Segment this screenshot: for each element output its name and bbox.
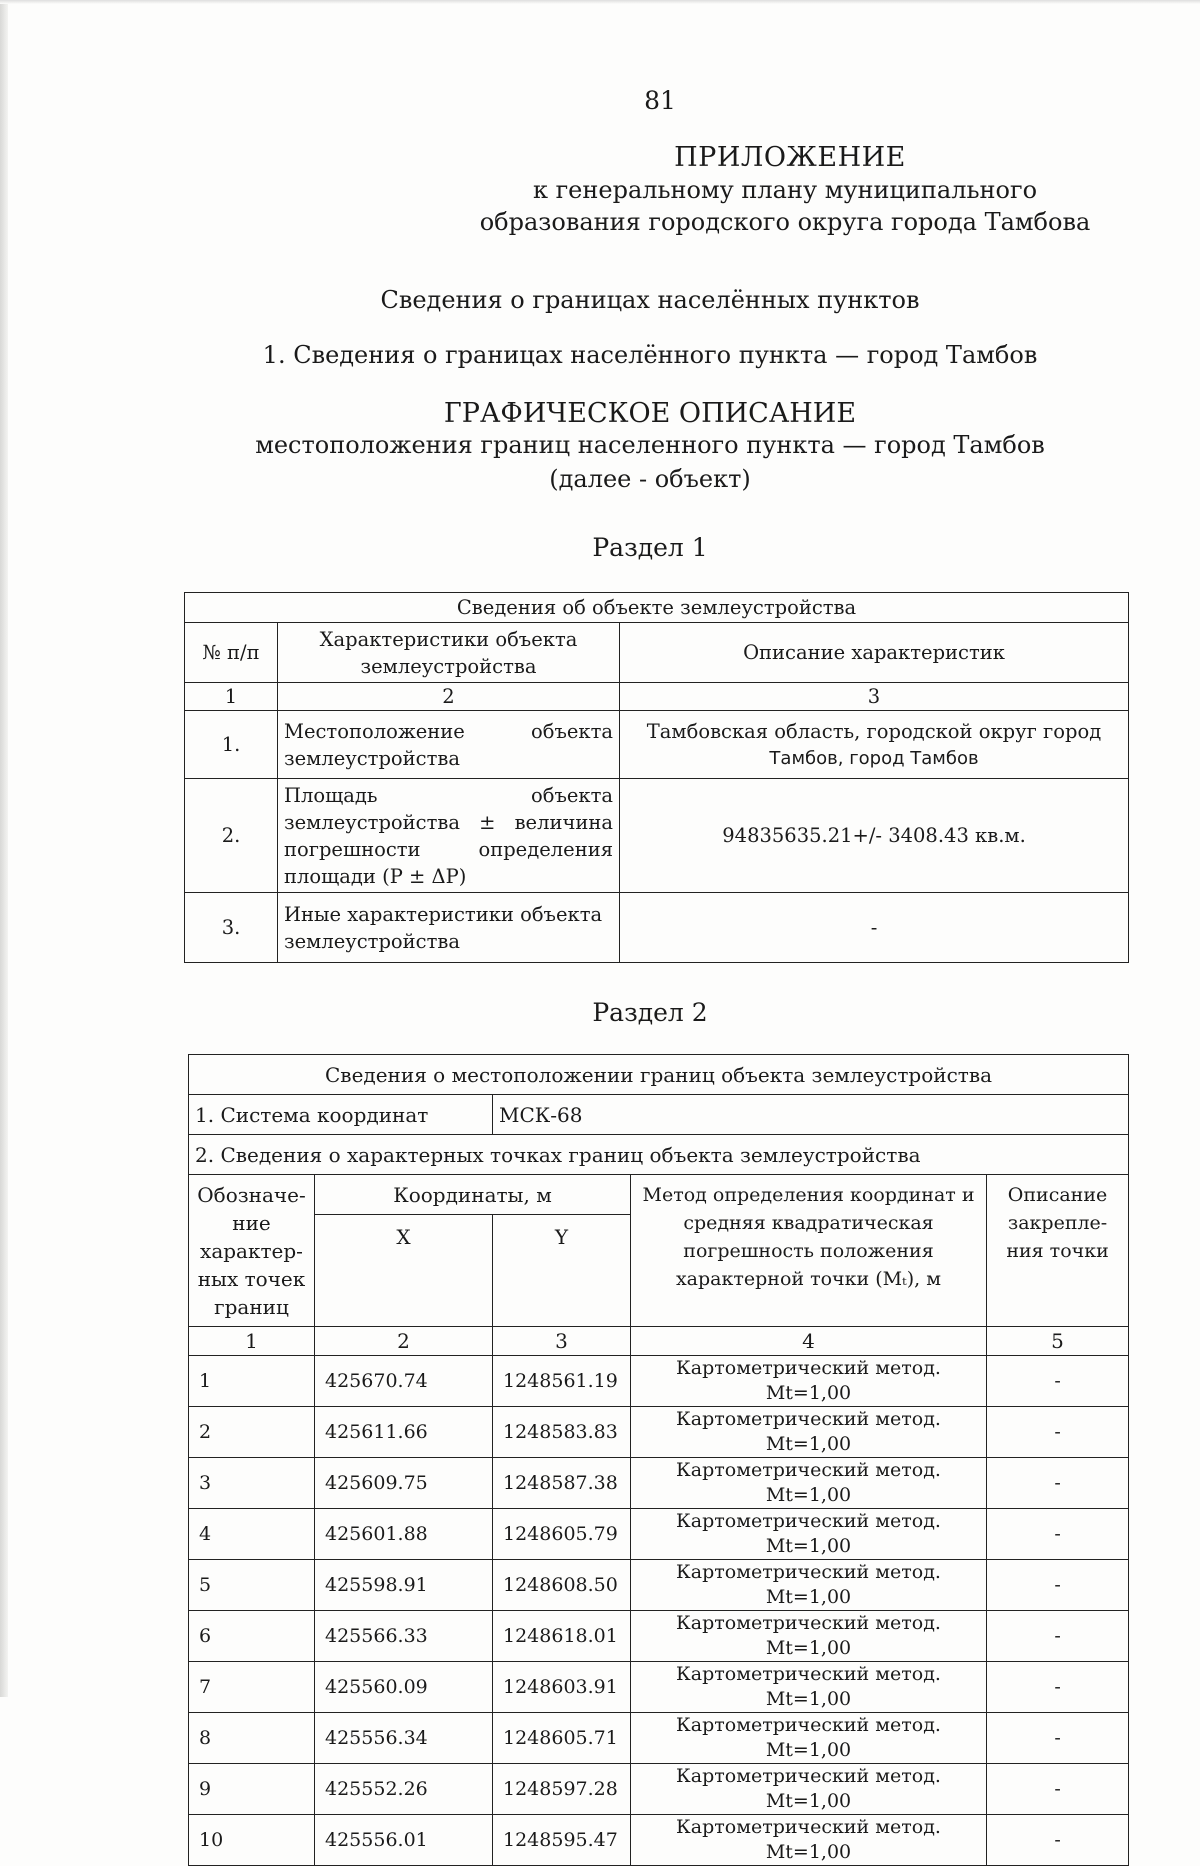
fixation-cell: - [987, 1662, 1129, 1713]
fixation-cell: - [987, 1815, 1129, 1866]
description-line: Тамбов, город Тамбов [769, 747, 979, 769]
fixation-cell: - [987, 1764, 1129, 1815]
row-description: - [620, 893, 1129, 963]
table2-index-cell: 3 [493, 1327, 631, 1356]
x-coordinate-cell: 425598.91 [315, 1560, 493, 1611]
header-line: границ [214, 1295, 289, 1319]
characteristic-line: Площадь объекта [284, 783, 613, 807]
x-coordinate-cell: 425556.34 [315, 1713, 493, 1764]
table1-header-num: № п/п [185, 623, 278, 683]
x-coordinate-cell: 425611.66 [315, 1407, 493, 1458]
crs-value: МСК-68 [493, 1095, 1129, 1135]
characteristic-line: Иные характеристики объекта [284, 902, 603, 926]
appendix-subtitle-line2: образования городского округа города Тамбова [479, 208, 1091, 236]
table-row [185, 779, 1129, 893]
row-number: 3. [185, 893, 278, 963]
fixation-cell: - [987, 1611, 1129, 1662]
description-line: Тамбовская область, городской округ город [646, 719, 1102, 743]
table-row [185, 711, 1129, 779]
table-row [189, 1509, 1129, 1560]
x-coordinate-cell: 425601.88 [315, 1509, 493, 1560]
point-id-cell: 10 [189, 1815, 315, 1866]
heading-object-note: (далее - объект) [549, 465, 751, 493]
y-coordinate-cell: 1248605.71 [493, 1713, 631, 1764]
point-id-cell: 4 [189, 1509, 315, 1560]
row-description [620, 711, 1129, 779]
table-row [189, 1815, 1129, 1866]
header-line: ние [232, 1211, 271, 1235]
table-row [189, 1356, 1129, 1407]
header-line: средняя квадратическая [683, 1212, 934, 1234]
object-info-table [184, 592, 1129, 963]
method-cell: Картометрический метод. Mt=1,00 [631, 1458, 987, 1509]
heading-section1: 1. Сведения о границах населённого пункта — город Тамбов [262, 341, 1038, 369]
point-id-cell: 6 [189, 1611, 315, 1662]
points-body [189, 1356, 1129, 1866]
table-row [189, 1458, 1129, 1509]
table2-index-cell: 5 [987, 1327, 1129, 1356]
y-coordinate-cell: 1248618.01 [493, 1611, 631, 1662]
characteristic-line: землеустройства [284, 746, 460, 770]
table2-index-cell: 1 [189, 1327, 315, 1356]
table-row [189, 1407, 1129, 1458]
table-row [189, 1662, 1129, 1713]
points-title: 2. Сведения о характерных точках границ объекта землеустройства [189, 1135, 1129, 1175]
x-coordinate-cell: 425609.75 [315, 1458, 493, 1509]
fixation-cell: - [987, 1356, 1129, 1407]
row-characteristic [278, 893, 620, 963]
header-line: закрепле- [1007, 1212, 1108, 1234]
header-line: Обозначе- [197, 1183, 306, 1207]
method-cell: Картометрический метод. Mt=1,00 [631, 1356, 987, 1407]
row-number: 1. [185, 711, 278, 779]
header-line: погрешность положения [683, 1240, 934, 1262]
heading-razdel-2: Раздел 2 [592, 998, 708, 1027]
heading-location: местоположения границ населенного пункта — город Тамбов [255, 431, 1045, 459]
point-id-cell: 2 [189, 1407, 315, 1458]
x-coordinate-cell: 425552.26 [315, 1764, 493, 1815]
table-row [185, 893, 1129, 963]
table2-title: Сведения о местоположении границ объекта землеустройства [189, 1055, 1129, 1095]
heading-boundaries: Сведения о границах населённых пунктов [380, 286, 920, 314]
y-coordinate-cell: 1248597.28 [493, 1764, 631, 1815]
header-line: характер- [200, 1239, 303, 1263]
header-line: ния точки [1006, 1240, 1109, 1262]
header-line: Описание [1007, 1184, 1108, 1206]
crs-label: 1. Система координат [189, 1095, 493, 1135]
table-row [189, 1713, 1129, 1764]
fixation-cell: - [987, 1458, 1129, 1509]
characteristic-line: землеустройства [284, 929, 460, 953]
heading-graphic-description: ГРАФИЧЕСКОЕ ОПИСАНИЕ [443, 398, 857, 429]
scan-edge-top [0, 0, 1200, 4]
point-id-cell: 5 [189, 1560, 315, 1611]
table1-index-cell: 3 [620, 683, 1129, 711]
method-cell: Картометрический метод. Mt=1,00 [631, 1713, 987, 1764]
heading-razdel-1: Раздел 1 [592, 533, 708, 562]
characteristic-line: погрешности определения [284, 837, 613, 861]
header-point-designation [189, 1175, 315, 1327]
y-coordinate-cell: 1248603.91 [493, 1662, 631, 1713]
table2-index-cell: 4 [631, 1327, 987, 1356]
table1-index-cell: 1 [185, 683, 278, 711]
table-row [189, 1764, 1129, 1815]
header-y: Y [493, 1215, 631, 1327]
characteristic-line: землеустройства ± величина [284, 810, 613, 834]
header-coordinates: Координаты, м [315, 1175, 631, 1215]
row-characteristic [278, 779, 620, 893]
point-id-cell: 1 [189, 1356, 315, 1407]
point-id-cell: 3 [189, 1458, 315, 1509]
point-id-cell: 9 [189, 1764, 315, 1815]
point-id-cell: 7 [189, 1662, 315, 1713]
table1-title: Сведения об объекте землеустройства [185, 593, 1129, 623]
table1-index-cell: 2 [278, 683, 620, 711]
header-method [631, 1175, 987, 1327]
boundary-points-table [188, 1054, 1129, 1866]
method-cell: Картометрический метод. Mt=1,00 [631, 1662, 987, 1713]
table-row [189, 1560, 1129, 1611]
table1-header-description: Описание характеристик [620, 623, 1129, 683]
y-coordinate-cell: 1248595.47 [493, 1815, 631, 1866]
table1-header-characteristics: Характеристики объекта землеустройства [278, 623, 620, 683]
scan-edge [0, 0, 8, 1697]
fixation-cell: - [987, 1560, 1129, 1611]
y-coordinate-cell: 1248561.19 [493, 1356, 631, 1407]
appendix-title: ПРИЛОЖЕНИЕ [674, 142, 906, 173]
header-line: характерной точки (Mₜ), м [675, 1268, 942, 1290]
header-line: ных точек [197, 1267, 306, 1291]
y-coordinate-cell: 1248608.50 [493, 1560, 631, 1611]
fixation-cell: - [987, 1407, 1129, 1458]
x-coordinate-cell: 425560.09 [315, 1662, 493, 1713]
method-cell: Картометрический метод. Mt=1,00 [631, 1560, 987, 1611]
fixation-cell: - [987, 1713, 1129, 1764]
row-description: 94835635.21+/- 3408.43 кв.м. [620, 779, 1129, 893]
row-characteristic [278, 711, 620, 779]
page-number: 81 [644, 86, 676, 115]
header-fixation [987, 1175, 1129, 1327]
row-number: 2. [185, 779, 278, 893]
fixation-cell: - [987, 1509, 1129, 1560]
x-coordinate-cell: 425670.74 [315, 1356, 493, 1407]
header-line: Метод определения координат и [642, 1184, 975, 1206]
table-row [189, 1611, 1129, 1662]
method-cell: Картометрический метод. Mt=1,00 [631, 1815, 987, 1866]
method-cell: Картометрический метод. Mt=1,00 [631, 1764, 987, 1815]
y-coordinate-cell: 1248583.83 [493, 1407, 631, 1458]
y-coordinate-cell: 1248587.38 [493, 1458, 631, 1509]
appendix-subtitle-line1: к генеральному плану муниципального [532, 176, 1038, 204]
x-coordinate-cell: 425556.01 [315, 1815, 493, 1866]
characteristic-line: площади (Р ± ΔР) [284, 864, 467, 888]
table2-index-cell: 2 [315, 1327, 493, 1356]
characteristic-line: Местоположение объекта [284, 719, 613, 743]
y-coordinate-cell: 1248605.79 [493, 1509, 631, 1560]
x-coordinate-cell: 425566.33 [315, 1611, 493, 1662]
method-cell: Картометрический метод. Mt=1,00 [631, 1407, 987, 1458]
method-cell: Картометрический метод. Mt=1,00 [631, 1611, 987, 1662]
method-cell: Картометрический метод. Mt=1,00 [631, 1509, 987, 1560]
point-id-cell: 8 [189, 1713, 315, 1764]
header-x: X [315, 1215, 493, 1327]
